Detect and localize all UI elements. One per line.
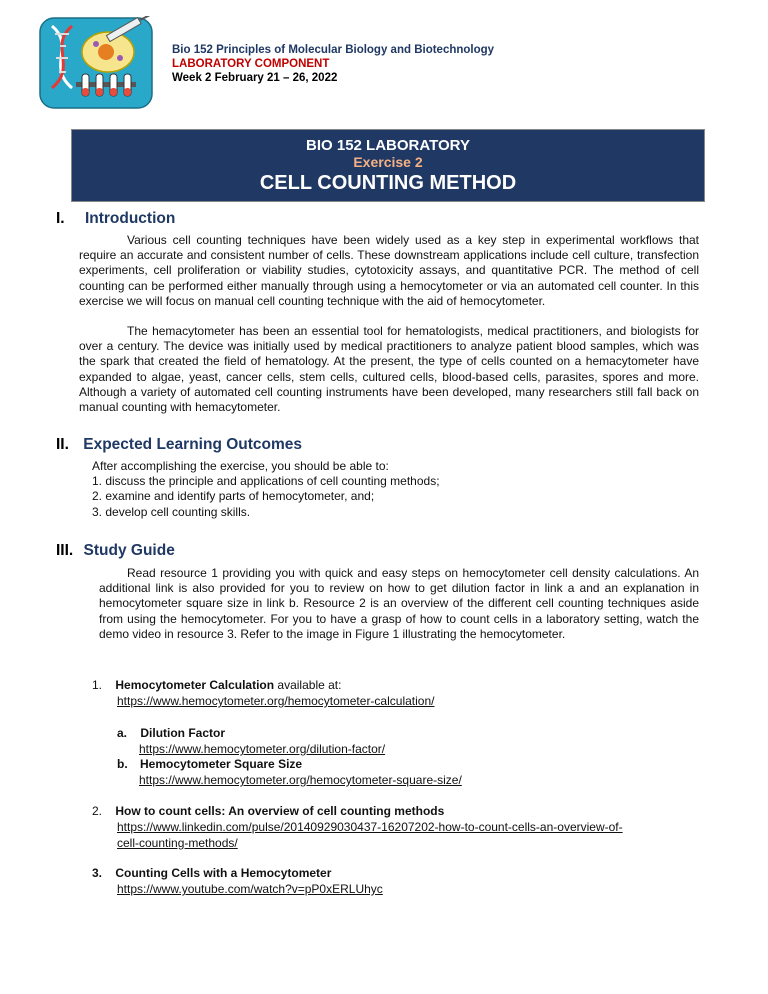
- resource-2-link-continued[interactable]: cell-counting-methods/: [117, 836, 238, 850]
- resource-1-link[interactable]: https://www.hemocytometer.org/hemocytometer-calculation/: [117, 694, 435, 708]
- resource-b: [117, 757, 302, 772]
- resource-number: 3.: [92, 866, 103, 880]
- course-title: Bio 152 Principles of Molecular Biology and Biotechnology: [172, 44, 495, 56]
- intro-paragraph-2: The hemacytometer has been an essential tool for hematologists, medical practitioners, and biologists for over a century. The device was initially used by medical practitioners to analyze patient blood samples, which was the spark that created the field of hematology. At the present, the type of cells counted on a hemacytometer have expanded to algae, yeast, cancer cells, stem cells, cultured cells, blood-based cells, parasites, spores and more. Although a variety of automated cell counting instruments have been developed, many researchers still fall back on manual counting with hemacytometer.: [79, 324, 699, 415]
- section-number: II.: [56, 436, 69, 453]
- resource-title: Dilution Factor: [140, 726, 226, 740]
- resource-letter: a.: [117, 726, 128, 740]
- section-number: III.: [56, 542, 74, 559]
- biotech-logo-icon: [36, 16, 154, 110]
- resource-title: Hemocytometer Calculation: [115, 678, 275, 692]
- resource-1: [92, 678, 341, 693]
- intro-paragraph-1: Various cell counting techniques have been widely used as a key step in experimental workflows that require an accurate and consistent number of cells. These downstream applications include cell culture, transfection experiments, cell proliferation or viability studies, cytotoxicity assays, and quantitative PCR. The method of cell counting can be performed either manually through using a hemocytometer or via an automated cell counter. In this exercise we will focus on manual cell counting technique with the aid of hemocytometer.: [79, 233, 699, 308]
- resource-2: [92, 804, 444, 819]
- outcomes-list: [92, 459, 440, 520]
- resource-title: How to count cells: An overview of cell counting methods: [115, 804, 445, 818]
- resource-number: 2.: [92, 804, 103, 818]
- resource-3-link[interactable]: https://www.youtube.com/watch?v=pP0xERLUhyc: [117, 882, 383, 896]
- study-guide-paragraph: Read resource 1 providing you with quick and easy steps on hemocytometer cell density calculations. An additional link is also provided for you to review on how to get dilution factor in link a and an explanation in hemocytometer square size in link b. Resource 2 is an overview of the different cell counting techniques aside from using the hemocytometer. For you to have a grasp of how to count cells in a laboratory setting, watch the demo video in resource 3. Refer to the image in Figure 1 illustrating the hemocytometer.: [99, 566, 699, 641]
- outcomes-lead: After accomplishing the exercise, you should be able to:: [92, 459, 389, 473]
- document-header: [172, 43, 494, 85]
- section-title: Introduction: [84, 210, 176, 227]
- resource-letter: b.: [117, 757, 128, 771]
- resource-number: 1.: [92, 678, 103, 692]
- resource-2-link[interactable]: https://www.linkedin.com/pulse/20140929030437-16207202-how-to-count-cells-an-overview-of-: [117, 820, 623, 834]
- resource-3: [92, 866, 331, 881]
- list-item: 1. discuss the principle and applications of cell counting methods;: [92, 474, 440, 489]
- banner-exercise-title: CELL COUNTING METHOD: [259, 172, 517, 194]
- section-heading-outcomes: [56, 436, 302, 454]
- week-label: Week 2 February 21 – 26, 2022: [172, 72, 338, 84]
- title-banner: [71, 129, 705, 202]
- resource-title: Hemocytometer Square Size: [140, 757, 303, 771]
- list-item: 2. examine and identify parts of hemocytometer, and;: [92, 489, 375, 504]
- section-title: Expected Learning Outcomes: [83, 436, 303, 453]
- list-item: 3. develop cell counting skills.: [92, 504, 251, 519]
- section-heading-introduction: [56, 210, 175, 228]
- resource-a: [117, 726, 225, 741]
- section-heading-study-guide: [56, 542, 175, 560]
- section-number: I.: [56, 210, 65, 227]
- resource-b-link[interactable]: https://www.hemocytometer.org/hemocytometer-square-size/: [139, 773, 462, 787]
- banner-exercise: Exercise 2: [353, 154, 423, 170]
- resource-a-link[interactable]: https://www.hemocytometer.org/dilution-factor/: [139, 742, 386, 756]
- banner-lab-title: BIO 152 LABORATORY: [306, 137, 470, 154]
- section-title: Study Guide: [83, 542, 175, 559]
- resource-suffix: available at:: [274, 678, 342, 692]
- resource-title: Counting Cells with a Hemocytometer: [115, 866, 332, 880]
- component-label: LABORATORY COMPONENT: [172, 58, 330, 70]
